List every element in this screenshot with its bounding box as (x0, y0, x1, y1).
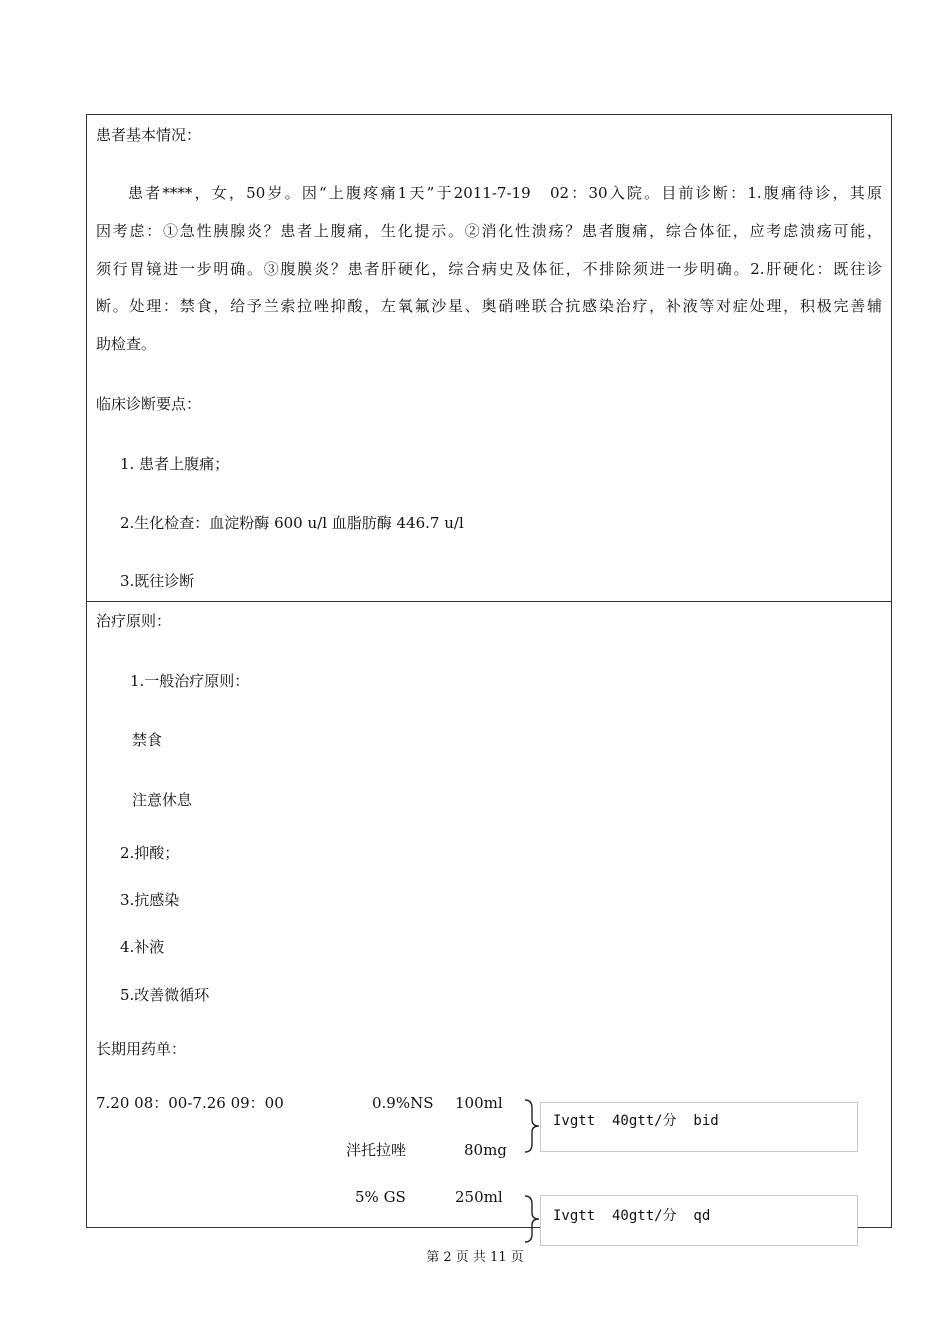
diagnosis-item-1: 1. 患者上腹痛； (120, 455, 230, 473)
medication-time-range: 7.20 08：00-7.26 09：00 (96, 1094, 284, 1112)
table-border-top (86, 114, 892, 115)
patient-info-line-5: 助检查。 (96, 335, 157, 353)
drug-name: 泮托拉唑 (346, 1141, 407, 1159)
general-treatment-item-1: 禁食 (132, 731, 163, 749)
page-footer: 第 2 页 共 11 页 (426, 1250, 524, 1265)
drug-dose: 250ml (455, 1188, 503, 1206)
patient-info-line-2: 因考虑：①急性胰腺炎？患者上腹痛，生化提示。②消化性溃疡？患者腹痛，综合体征，应考虑溃疡可能， (96, 222, 882, 240)
diagnosis-item-2: 2.生化检查：血淀粉酶 600 u/l 血脂肪酶 446.7 u/l (120, 514, 464, 532)
section-divider (86, 601, 892, 602)
patient-info-line-3: 须行胃镜进一步明确。③腹膜炎？患者肝硬化，综合病史及体征，不排除须进一步明确。2.肝硬化：既往诊 (96, 260, 882, 278)
general-treatment-heading: 1.一般治疗原则： (130, 672, 250, 690)
medication-heading: 长期用药单： (96, 1040, 187, 1058)
table-border-left (86, 114, 87, 1228)
drug-dose: 100ml (455, 1094, 503, 1112)
group-brace (522, 1098, 542, 1154)
treatment-item-5: 5.改善微循环 (120, 986, 210, 1004)
patient-info-heading: 患者基本情况： (96, 126, 202, 144)
general-treatment-item-2: 注意休息 (132, 791, 193, 809)
treatment-item-4: 4.补液 (120, 938, 165, 956)
diagnosis-item-3: 3.既往诊断 (120, 572, 195, 590)
drug-name: 5% GS (355, 1188, 406, 1206)
group-brace (522, 1194, 542, 1244)
drug-name: 0.9%NS (372, 1094, 434, 1112)
treatment-heading: 治疗原则： (96, 612, 172, 630)
usage-text: Ivgtt 40gtt/分 qd (553, 1208, 711, 1224)
drug-dose: 80mg (464, 1141, 507, 1159)
patient-info-line-4: 断。处理：禁食，给予兰索拉唑抑酸，左氧氟沙星、奥硝唑联合抗感染治疗，补液等对症处理，积极完善辅 (96, 297, 882, 315)
treatment-item-2: 2.抑酸； (120, 844, 180, 862)
treatment-item-3: 3.抗感染 (120, 891, 180, 909)
table-border-right (891, 114, 892, 1228)
diagnosis-heading: 临床诊断要点： (96, 395, 202, 413)
patient-info-line-1: 患者****，女，50岁。因“上腹疼痛1天”于2011-7-19 02：30入院。目前诊断：1.腹痛待诊，其原 (128, 184, 882, 202)
usage-text: Ivgtt 40gtt/分 bid (553, 1113, 719, 1129)
